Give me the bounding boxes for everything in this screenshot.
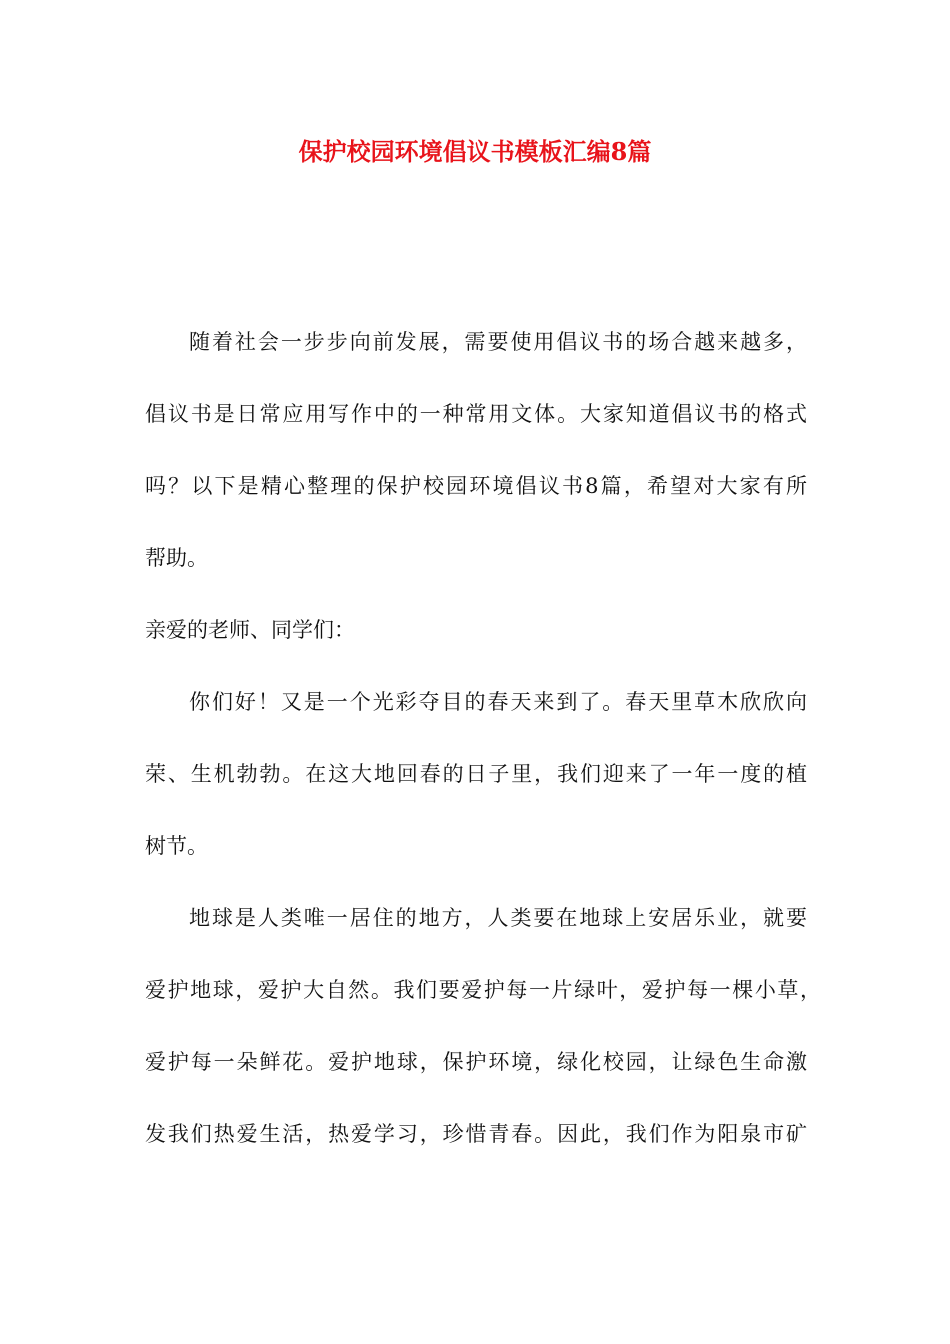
paragraph-line: 倡议书是日常应用写作中的一种常用文体。大家知道倡议书的格式 [145, 402, 807, 426]
document-title: 保护校园环境倡议书模板汇编8篇 [298, 137, 652, 166]
paragraph-line: 你们好！又是一个光彩夺目的春天来到了。春天里草木欣欣向 [189, 690, 807, 714]
paragraph-line: 爱护地球，爱护大自然。我们要爱护每一片绿叶，爱护每一棵小草， [145, 978, 821, 1002]
paragraph-line: 荣、生机勃勃。在这大地回春的日子里，我们迎来了一年一度的植 [145, 762, 807, 786]
paragraph-line: 帮助。 [145, 546, 208, 570]
paragraph-line: 爱护每一朵鲜花。爱护地球，保护环境，绿化校园，让绿色生命激 [145, 1050, 807, 1074]
paragraph-line: 随着社会一步步向前发展，需要使用倡议书的场合越来越多， [189, 330, 807, 354]
paragraph-line: 吗？以下是精心整理的保护校园环境倡议书8篇，希望对大家有所 [145, 474, 807, 498]
paragraph-line: 地球是人类唯一居住的地方，人类要在地球上安居乐业，就要 [189, 906, 807, 930]
paragraph-line: 发我们热爱生活，热爱学习，珍惜青春。因此，我们作为阳泉市矿 [145, 1122, 807, 1146]
salutation-line: 亲爱的老师、同学们： [145, 618, 355, 642]
paragraph-line: 树节。 [145, 834, 208, 858]
